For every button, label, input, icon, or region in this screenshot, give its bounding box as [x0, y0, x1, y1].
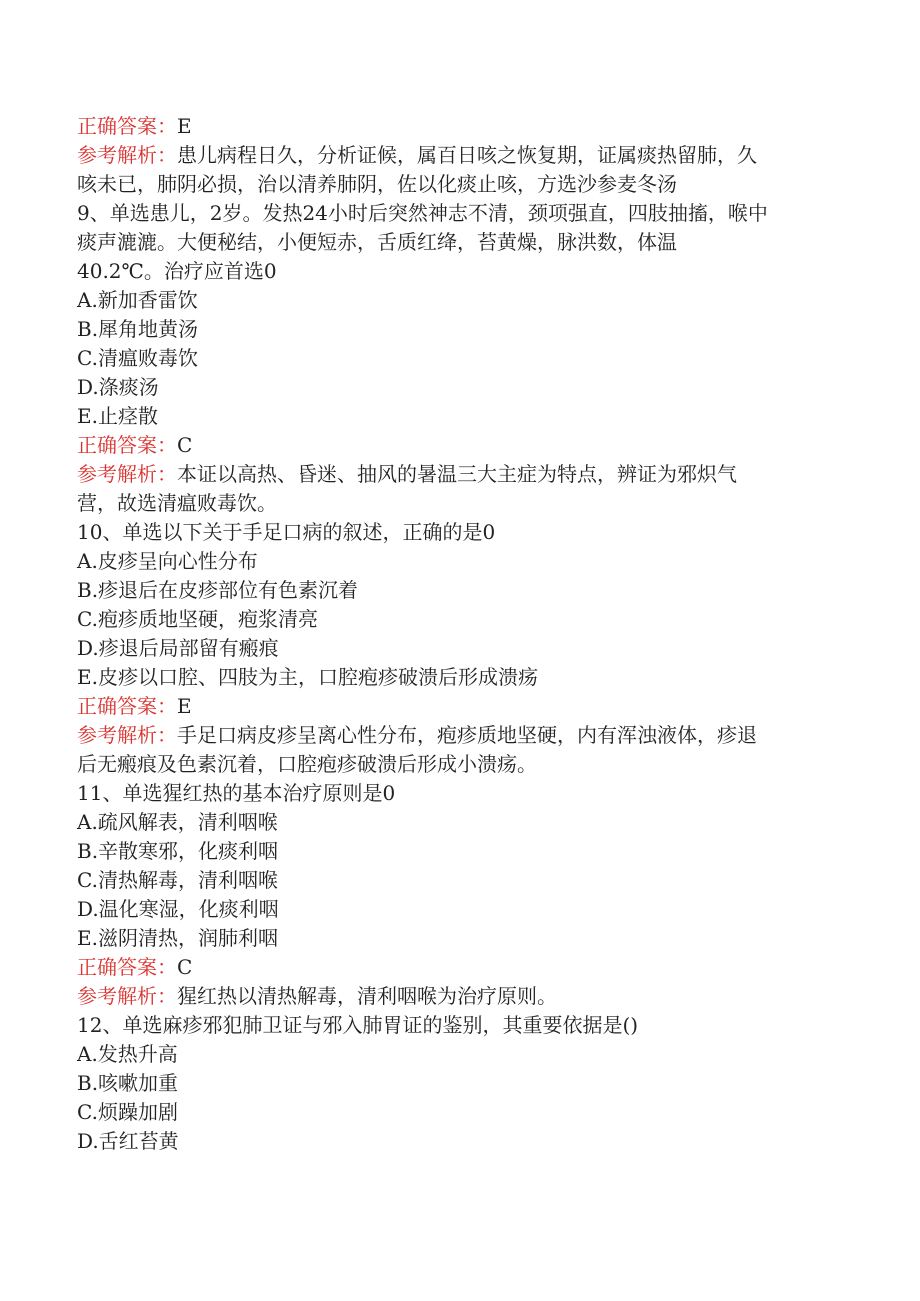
question-10-option-d: D.疹退后局部留有瘢痕 — [77, 636, 279, 660]
question-12-stem: 12、单选麻疹邪犯肺卫证与邪入肺胃证的鉴别，其重要依据是() — [77, 1013, 639, 1037]
question-11-option-d: D.温化寒湿，化痰利咽 — [77, 897, 279, 921]
question-9-stem-line2: 痰声漉漉。大便秘结，小便短赤，舌质红绛，苔黄燥，脉洪数，体温 — [77, 230, 677, 254]
question-10-answer-line — [77, 692, 847, 721]
question-content — [77, 112, 847, 1156]
analysis-label: 参考解析： — [77, 462, 177, 486]
question-9-option-a: A.新加香雷饮 — [77, 288, 198, 312]
analysis-text: 手足口病皮疹呈离心性分布，疱疹质地坚硬，内有浑浊液体，疹退 — [177, 723, 757, 747]
answer-label: 正确答案： — [77, 955, 177, 979]
answer-line — [77, 112, 847, 141]
question-9-option-b: B.犀角地黄汤 — [77, 317, 199, 341]
answer-value: C — [177, 955, 193, 979]
question-11-option-e: E.滋阴清热，润肺利咽 — [77, 926, 278, 950]
question-9-stem-line1: 9、单选患儿，2岁。发热24小时后突然神志不清，颈项强直，四肢抽搐，喉中 — [77, 201, 768, 225]
answer-value: E — [177, 694, 192, 718]
question-10-analysis-line — [77, 721, 847, 750]
question-10-option-e: E.皮疹以口腔、四肢为主，口腔疱疹破溃后形成溃疡 — [77, 665, 538, 689]
answer-value: E — [177, 114, 192, 138]
question-9-stem-line3: 40.2℃。治疗应首选0 — [77, 259, 277, 283]
question-12-option-a: A.发热升高 — [77, 1042, 178, 1066]
answer-label: 正确答案： — [77, 694, 177, 718]
question-12-option-c: C.烦躁加剧 — [77, 1100, 178, 1124]
question-11-stem: 11、单选猩红热的基本治疗原则是0 — [77, 781, 396, 805]
question-10-stem: 10、单选以下关于手足口病的叙述，正确的是0 — [77, 520, 496, 544]
question-9-option-d: D.涤痰汤 — [77, 375, 159, 399]
question-9-analysis-continuation: 营，故选清瘟败毒饮。 — [77, 491, 277, 515]
analysis-line — [77, 141, 847, 170]
analysis-label: 参考解析： — [77, 143, 177, 167]
answer-label: 正确答案： — [77, 433, 177, 457]
question-12-option-d: D.舌红苔黄 — [77, 1129, 179, 1153]
question-9-option-c: C.清瘟败毒饮 — [77, 346, 198, 370]
answer-value: C — [177, 433, 193, 457]
analysis-label: 参考解析： — [77, 723, 177, 747]
question-12-option-b: B.咳嗽加重 — [77, 1071, 179, 1095]
answer-label: 正确答案： — [77, 114, 177, 138]
question-11-option-b: B.辛散寒邪，化痰利咽 — [77, 839, 279, 863]
question-10-option-c: C.疱疹质地坚硬，疱浆清亮 — [77, 607, 318, 631]
question-9-option-e: E.止痉散 — [77, 404, 158, 428]
question-11-answer-line — [77, 953, 847, 982]
question-9-analysis-line — [77, 460, 847, 489]
question-11-option-c: C.清热解毒，清利咽喉 — [77, 868, 278, 892]
question-11-analysis-line — [77, 982, 847, 1011]
question-11-option-a: A.疏风解表，清利咽喉 — [77, 810, 278, 834]
question-10-option-a: A.皮疹呈向心性分布 — [77, 549, 258, 573]
question-10-analysis-continuation: 后无瘢痕及色素沉着，口腔疱疹破溃后形成小溃疡。 — [77, 752, 537, 776]
analysis-text: 本证以高热、昏迷、抽风的暑温三大主症为特点，辨证为邪炽气 — [177, 462, 737, 486]
analysis-label: 参考解析： — [77, 984, 177, 1008]
analysis-text: 猩红热以清热解毒，清利咽喉为治疗原则。 — [177, 984, 557, 1008]
question-9-answer-line — [77, 431, 847, 460]
analysis-continuation: 咳未已，肺阴必损，治以清养肺阴，佐以化痰止咳，方选沙参麦冬汤 — [77, 172, 677, 196]
question-10-option-b: B.疹退后在皮疹部位有色素沉着 — [77, 578, 359, 602]
analysis-text: 患儿病程日久，分析证候，属百日咳之恢复期，证属痰热留肺，久 — [177, 143, 757, 167]
